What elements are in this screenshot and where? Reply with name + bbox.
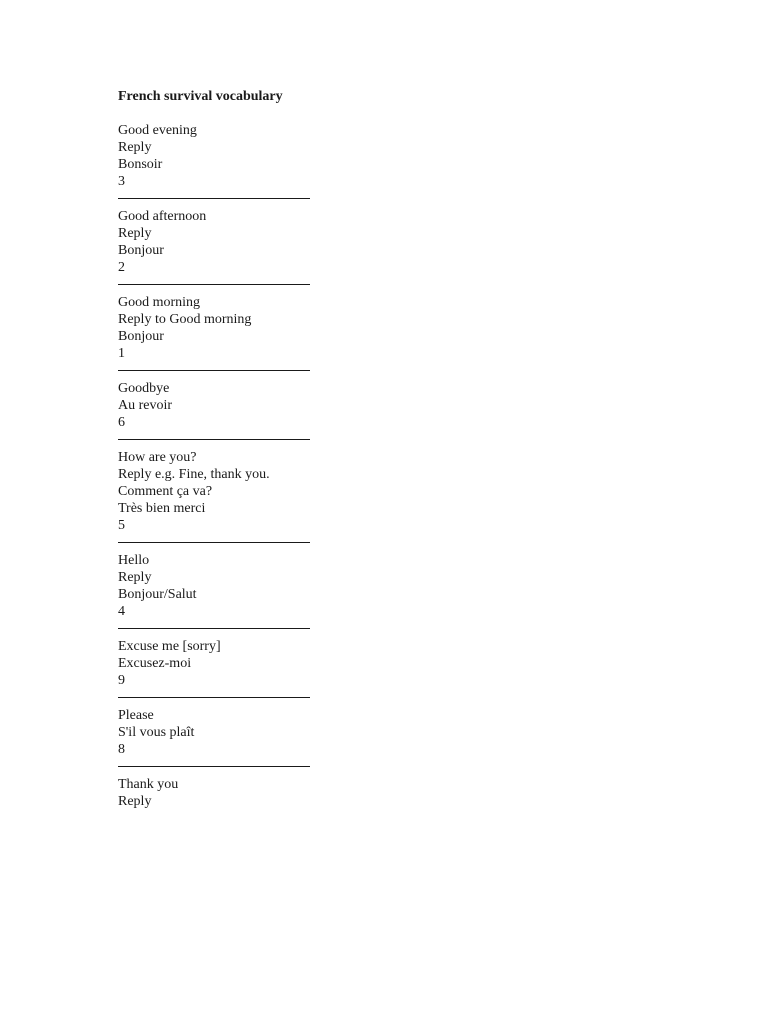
entry-term: Good morning [118,295,201,310]
vocabulary-entry [118,638,678,698]
entry-line: 3 [118,174,125,189]
entry-line: Reply [118,794,152,809]
entry-line: Reply [118,226,152,241]
entry-term: Hello [118,553,150,568]
vocabulary-entry [118,707,678,767]
entry-line: 6 [118,415,125,430]
separator-line [118,370,310,371]
separator-line [118,697,310,698]
entry-line: Excusez-moi [118,656,192,671]
entry-line: 2 [118,260,125,275]
entry-line: 8 [118,742,125,757]
entry-term: Goodbye [118,381,170,396]
vocabulary-entry [118,776,678,810]
entry-line: 5 [118,518,125,533]
document-title: French survival vocabulary [118,89,283,104]
entry-term: Good afternoon [118,209,207,224]
separator-line [118,198,310,199]
vocabulary-entry [118,449,678,543]
entry-line: Comment ça va? [118,484,213,499]
entry-line: S'il vous plaît [118,725,195,740]
entry-line: Bonjour [118,329,164,344]
entry-line: 4 [118,604,125,619]
entry-line: 9 [118,673,125,688]
separator-line [118,542,310,543]
vocabulary-entry [118,294,678,371]
entry-line: 1 [118,346,125,361]
separator-line [118,628,310,629]
entry-line: Reply e.g. Fine, thank you. [118,467,270,482]
entry-term: Thank you [118,777,179,792]
entry-line: Bonsoir [118,157,163,172]
document-page [118,88,678,827]
entry-line: Au revoir [118,398,173,413]
vocabulary-entry [118,380,678,440]
entry-term: Good evening [118,123,197,138]
entry-line: Reply [118,570,152,585]
vocabulary-entry [118,552,678,629]
vocabulary-entry [118,122,678,199]
entry-term: How are you? [118,450,197,465]
vocabulary-list [118,122,678,810]
entry-line: Reply [118,140,152,155]
separator-line [118,766,310,767]
entry-line: Bonjour [118,243,164,258]
separator-line [118,439,310,440]
entry-line: Bonjour/Salut [118,587,197,602]
entry-term: Excuse me [sorry] [118,639,221,654]
entry-term: Please [118,708,154,723]
separator-line [118,284,310,285]
entry-line: Reply to Good morning [118,312,252,327]
entry-line: Très bien merci [118,501,206,516]
vocabulary-entry [118,208,678,285]
